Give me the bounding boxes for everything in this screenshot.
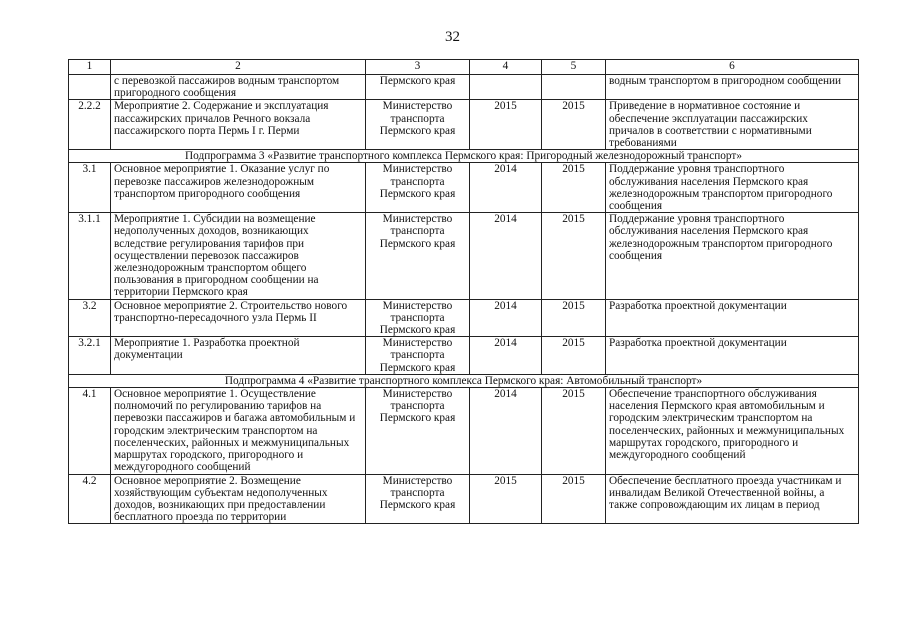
col-header-5: 5	[542, 60, 606, 75]
table-row	[69, 100, 859, 150]
start-year: 2014	[470, 213, 542, 299]
expected-result: Разработка проектной документации	[606, 299, 859, 337]
row-number: 3.1	[69, 163, 111, 213]
table-row	[69, 213, 859, 299]
end-year: 2015	[542, 299, 606, 337]
start-year: 2014	[470, 337, 542, 375]
start-year: 2014	[470, 388, 542, 474]
start-year: 2015	[470, 474, 542, 524]
col-header-2: 2	[111, 60, 366, 75]
row-number: 4.2	[69, 474, 111, 524]
end-year: 2015	[542, 474, 606, 524]
executor: Министерство транспорта Пермского края	[366, 299, 470, 337]
end-year	[542, 75, 606, 100]
expected-result: Обеспечение транспортного обслуживания населения Пермского края автомобильным и городским электрическим транспортом на поселенческих, районных и межмуниципальных маршрутах городского, пригородного и междугородного сообщений	[606, 388, 859, 474]
col-header-1: 1	[69, 60, 111, 75]
column-number-row	[69, 60, 859, 75]
start-year	[470, 75, 542, 100]
end-year: 2015	[542, 100, 606, 150]
table-row	[69, 75, 859, 100]
subprogram-title: Подпрограмма 4 «Развитие транспортного комплекса Пермского края: Автомобильный транспорт»	[69, 374, 859, 387]
measure-name: Основное мероприятие 2. Возмещение хозяйствующим субъектам недополученных доходов, возникающих при предоставлении бесплатного проезда по территории	[111, 474, 366, 524]
end-year: 2015	[542, 337, 606, 375]
expected-result: Поддержание уровня транспортного обслуживания населения Пермского края железнодорожным транспортом пригородного сообщения	[606, 213, 859, 299]
col-header-6: 6	[606, 60, 859, 75]
expected-result: водным транспортом в пригородном сообщении	[606, 75, 859, 100]
end-year: 2015	[542, 163, 606, 213]
measure-name: Мероприятие 1. Субсидии на возмещение недополученных доходов, возникающих вследствие регулирования тарифов при осуществлении перевозок пассажиров железнодорожным транспортом общего пользования в пригородном сообщении на территории Пермского края	[111, 213, 366, 299]
col-header-4: 4	[470, 60, 542, 75]
measure-name: с перевозкой пассажиров водным транспортом пригородного сообщения	[111, 75, 366, 100]
row-number: 2.2.2	[69, 100, 111, 150]
executor: Министерство транспорта Пермского края	[366, 337, 470, 375]
page-number: 32	[445, 29, 460, 45]
end-year: 2015	[542, 213, 606, 299]
row-number: 3.2.1	[69, 337, 111, 375]
table-row	[69, 474, 859, 524]
measure-name: Основное мероприятие 2. Строительство нового транспортно-пересадочного узла Пермь II	[111, 299, 366, 337]
subprogram-title: Подпрограмма 3 «Развитие транспортного комплекса Пермского края: Пригородный железнодорожный транспорт»	[69, 150, 859, 163]
executor: Министерство транспорта Пермского края	[366, 474, 470, 524]
measure-name: Основное мероприятие 1. Осуществление полномочий по регулированию тарифов на перевозки пассажиров и багажа автомобильным и городским электрическим транспортом на поселенческих, районных и межмуниципальных маршрутах городского, пригородного и междугородного сообщений	[111, 388, 366, 474]
row-number	[69, 75, 111, 100]
table-row	[69, 163, 859, 213]
start-year: 2014	[470, 163, 542, 213]
subprogram-row	[69, 374, 859, 387]
table-row	[69, 388, 859, 474]
table-row	[69, 299, 859, 337]
measure-name: Основное мероприятие 1. Оказание услуг по перевозке пассажиров железнодорожным транспортом пригородного сообщения	[111, 163, 366, 213]
row-number: 3.2	[69, 299, 111, 337]
expected-result: Разработка проектной документации	[606, 337, 859, 375]
row-number: 4.1	[69, 388, 111, 474]
end-year: 2015	[542, 388, 606, 474]
row-number: 3.1.1	[69, 213, 111, 299]
col-header-3: 3	[366, 60, 470, 75]
executor: Министерство транспорта Пермского края	[366, 388, 470, 474]
executor: Министерство транспорта Пермского края	[366, 163, 470, 213]
expected-result: Обеспечение бесплатного проезда участникам и инвалидам Великой Отечественной войны, а также сопровождающим их лицам в период	[606, 474, 859, 524]
start-year: 2014	[470, 299, 542, 337]
start-year: 2015	[470, 100, 542, 150]
expected-result: Поддержание уровня транспортного обслуживания населения Пермского края железнодорожным транспортом пригородного сообщения	[606, 163, 859, 213]
executor: Министерство транспорта Пермского края	[366, 100, 470, 150]
measure-name: Мероприятие 2. Содержание и эксплуатация пассажирских причалов Речного вокзала пассажирского порта Пермь I г. Перми	[111, 100, 366, 150]
table-row	[69, 337, 859, 375]
subprogram-row	[69, 150, 859, 163]
executor: Пермского края	[366, 75, 470, 100]
measures-table	[68, 59, 859, 524]
expected-result: Приведение в нормативное состояние и обеспечение эксплуатации пассажирских причалов в соответствии с нормативными требованиями	[606, 100, 859, 150]
executor: Министерство транспорта Пермского края	[366, 213, 470, 299]
measure-name: Мероприятие 1. Разработка проектной документации	[111, 337, 366, 375]
